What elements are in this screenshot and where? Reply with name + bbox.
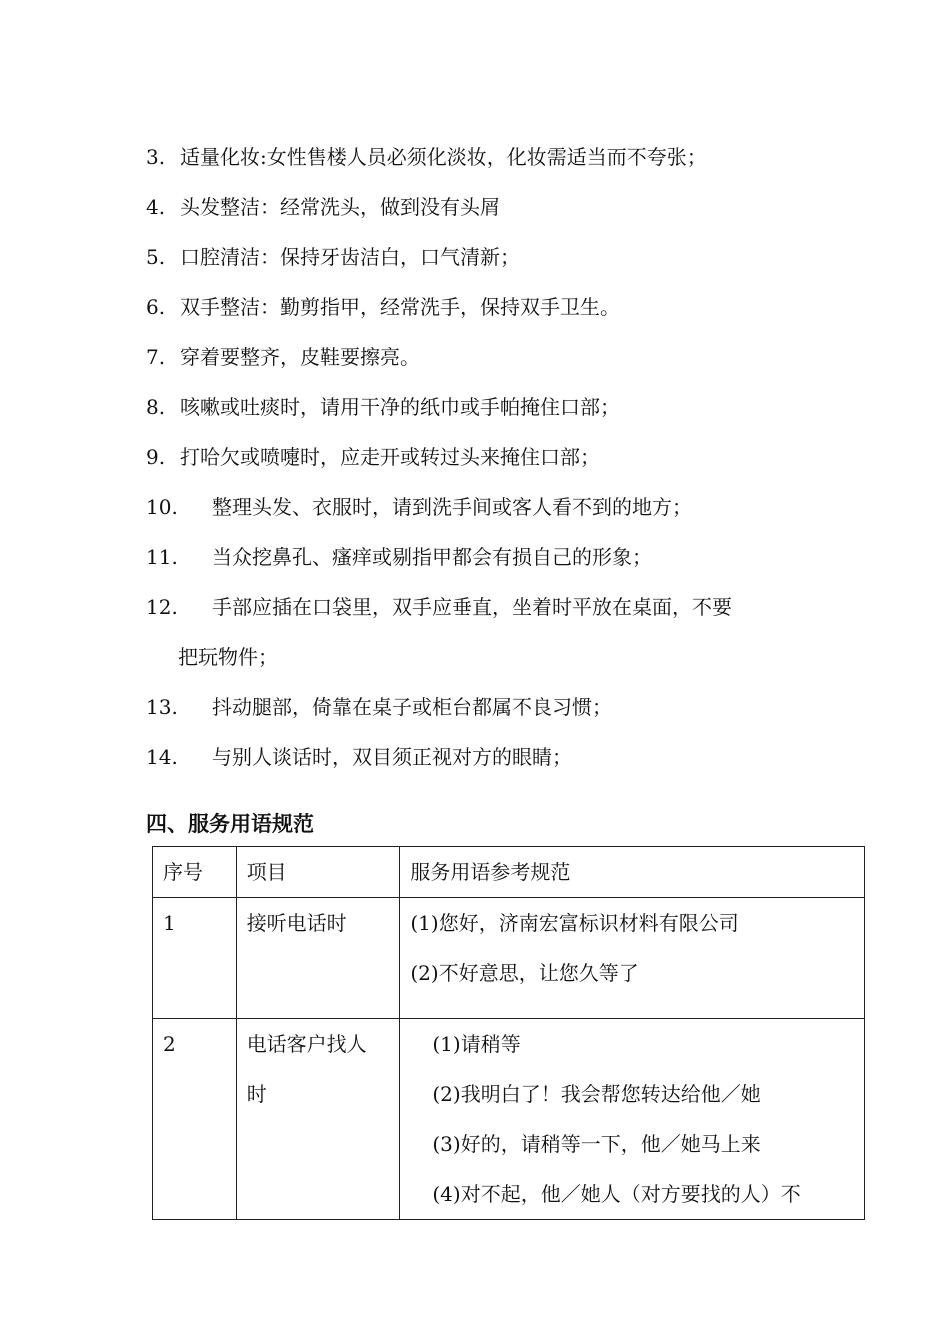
list-item-text: 穿着要整齐，皮鞋要擦亮。 bbox=[180, 345, 420, 369]
header-item: 项目 bbox=[236, 847, 400, 898]
list-item bbox=[146, 732, 846, 782]
list-item-number: 8. bbox=[146, 395, 166, 419]
list-item-number: 13. bbox=[146, 695, 178, 719]
list-item-text: 口腔清洁：保持牙齿洁白，口气清新； bbox=[180, 245, 520, 269]
cell-item: 接听电话时 bbox=[236, 898, 400, 1019]
list-item-number: 14. bbox=[146, 745, 178, 769]
list-item bbox=[146, 232, 846, 282]
list-item-number: 4. bbox=[146, 195, 166, 219]
list-item bbox=[146, 132, 846, 182]
list-item-text-continued: 把玩物件； bbox=[178, 645, 278, 669]
list-item-text: 适量化妆:女性售楼人员必须化淡妆，化妆需适当而不夸张； bbox=[180, 145, 707, 169]
list-item-number: 10. bbox=[146, 495, 178, 519]
list-item bbox=[146, 582, 846, 682]
section-heading: 四、服务用语规范 bbox=[146, 811, 314, 836]
list-item-text: 整理头发、衣服时，请到洗手间或客人看不到的地方； bbox=[212, 495, 692, 519]
list-item-text: 与别人谈话时，双目须正视对方的眼睛； bbox=[212, 745, 572, 769]
list-item-number: 11. bbox=[146, 545, 178, 569]
cell-spec: (1)请稍等 (2)我明白了！我会帮您转达给他／她 (3)好的，请稍等一下，他／她马上来 (4)对不起，他／她人（对方要找的人）不 bbox=[400, 1019, 865, 1220]
list-item-number: 5. bbox=[146, 245, 166, 269]
table-row bbox=[153, 1019, 865, 1220]
list-item-text: 当众挖鼻孔、瘙痒或剔指甲都会有损自己的形象； bbox=[212, 545, 652, 569]
list-item-number: 7. bbox=[146, 345, 166, 369]
table-row bbox=[153, 898, 865, 1019]
list-item bbox=[146, 482, 846, 532]
cell-seq: 1 bbox=[153, 898, 237, 1019]
table-header-row bbox=[153, 847, 865, 898]
service-phrases-table bbox=[152, 846, 865, 1220]
grooming-rules-list bbox=[146, 132, 846, 782]
list-item-text: 咳嗽或吐痰时，请用干净的纸巾或手帕掩住口部； bbox=[180, 395, 620, 419]
cell-item: 电话客户找人 时 bbox=[236, 1019, 400, 1220]
list-item bbox=[146, 682, 846, 732]
list-item bbox=[146, 532, 846, 582]
list-item-text: 抖动腿部，倚靠在桌子或柜台都属不良习惯； bbox=[212, 695, 612, 719]
list-item bbox=[146, 182, 846, 232]
list-item bbox=[146, 282, 846, 332]
list-item-text: 手部应插在口袋里，双手应垂直，坐着时平放在桌面，不要 bbox=[212, 595, 732, 619]
list-item-text: 头发整洁：经常洗头，做到没有头屑 bbox=[180, 195, 500, 219]
header-seq: 序号 bbox=[153, 847, 237, 898]
list-item-number: 6. bbox=[146, 295, 166, 319]
cell-spec: (1)您好，济南宏富标识材料有限公司 (2)不好意思，让您久等了 bbox=[400, 898, 865, 1019]
list-item-text: 双手整洁：勤剪指甲，经常洗手，保持双手卫生。 bbox=[180, 295, 620, 319]
list-item bbox=[146, 332, 846, 382]
list-item-text: 打哈欠或喷嚏时，应走开或转过头来掩住口部； bbox=[180, 445, 600, 469]
cell-seq: 2 bbox=[153, 1019, 237, 1220]
list-item-number: 3. bbox=[146, 145, 166, 169]
list-item-number: 12. bbox=[146, 595, 178, 619]
list-item-number: 9. bbox=[146, 445, 166, 469]
header-spec: 服务用语参考规范 bbox=[400, 847, 865, 898]
list-item bbox=[146, 382, 846, 432]
list-item bbox=[146, 432, 846, 482]
